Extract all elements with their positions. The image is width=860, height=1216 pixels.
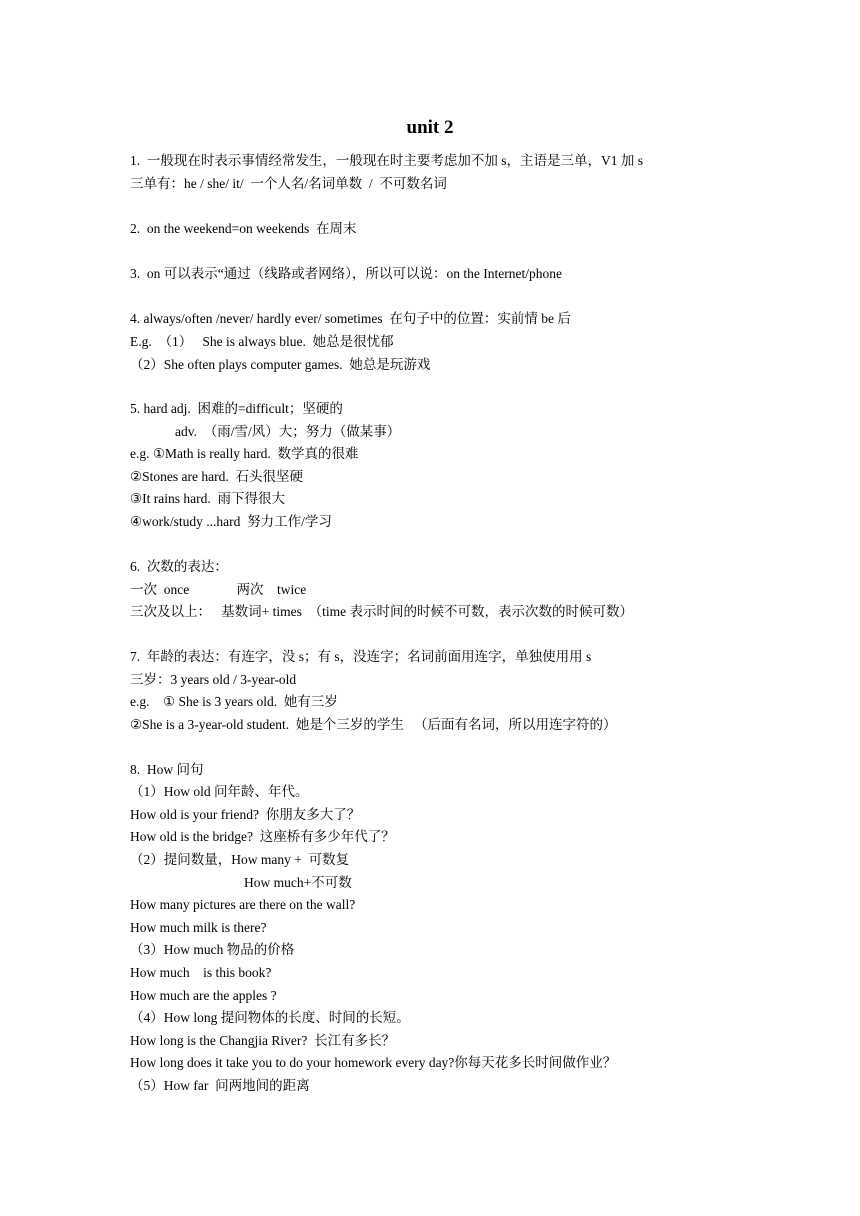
text-line: ②She is a 3-year-old student. 她是个三岁的学生 （后面有名词，所以用连字符的） [130, 717, 617, 732]
text-line: How much+不可数 [244, 875, 352, 890]
text-line: How much is this book? [130, 965, 272, 980]
text-line: How much milk is there? [130, 920, 267, 935]
text-line: How long does it take you to do your homework every day?你每天花多长时间做作业？ [130, 1055, 617, 1070]
text-line: ④work/study ...hard 努力工作/学习 [130, 514, 332, 529]
text-line: 4. always/often /never/ hardly ever/ sometimes 在句子中的位置：实前情 be 后 [130, 311, 571, 326]
text-line: （4）How long 提问物体的长度、时间的长短。 [130, 1010, 410, 1025]
text-line: 三岁：3 years old / 3-year-old [130, 672, 297, 687]
text-line: ②Stones are hard. 石头很坚硬 [130, 469, 303, 484]
text-line: 2. on the weekend=on weekends 在周末 [130, 221, 357, 236]
text-line: 一次 once 两次 twice [130, 582, 307, 597]
text-line: ③It rains hard. 雨下得很大 [130, 491, 285, 506]
text-line: （2）提问数量，How many + 可数复 [130, 852, 350, 867]
text-line: （5）How far 问两地间的距离 [130, 1078, 310, 1093]
text-line: （2）She often plays computer games. 她总是玩游戏 [130, 357, 431, 372]
text-line: 6. 次数的表达： [130, 559, 228, 574]
text-line: E.g. （1） She is always blue. 她总是很忧郁 [130, 334, 394, 349]
text-line: How old is the bridge? 这座桥有多少年代了？ [130, 829, 395, 844]
text-line: adv. （雨/雪/风）大；努力（做某事） [175, 424, 401, 439]
text-line: e.g. ① She is 3 years old. 她有三岁 [130, 694, 338, 709]
text-line: 3. on 可以表示“通过（线路或者网络），所以可以说：on the Internet/phone [130, 266, 562, 281]
text-line: e.g. ①Math is really hard. 数学真的很难 [130, 446, 359, 461]
text-line: 1. 一般现在时表示事情经常发生，一般现在时主要考虑加不加 s，主语是三单，V1 加 s [130, 153, 644, 168]
text-line: How much are the apples ? [130, 988, 277, 1003]
text-line: 三次及以上： 基数词+ times （time 表示时间的时候不可数，表示次数的时候可数） [130, 604, 633, 619]
document-title: unit 2 [406, 117, 454, 138]
text-line: How long is the Changjia River? 长江有多长？ [130, 1033, 396, 1048]
text-line: 5. hard adj. 困难的=difficult；坚硬的 [130, 401, 343, 416]
text-line: （1）How old 问年龄、年代。 [130, 784, 309, 799]
text-line: How old is your friend? 你朋友多大了？ [130, 807, 361, 822]
text-line: （3）How much 物品的价格 [130, 942, 295, 957]
text-line: How many pictures are there on the wall? [130, 897, 356, 912]
text-line: 8. How 问句 [130, 762, 204, 777]
text-line: 三单有：he / she/ it/ 一个人名/名词单数 / 不可数名词 [130, 176, 447, 191]
text-line: 7. 年龄的表达：有连字，没 s；有 s，没连字；名词前面用连字，单独使用用 s [130, 649, 592, 664]
